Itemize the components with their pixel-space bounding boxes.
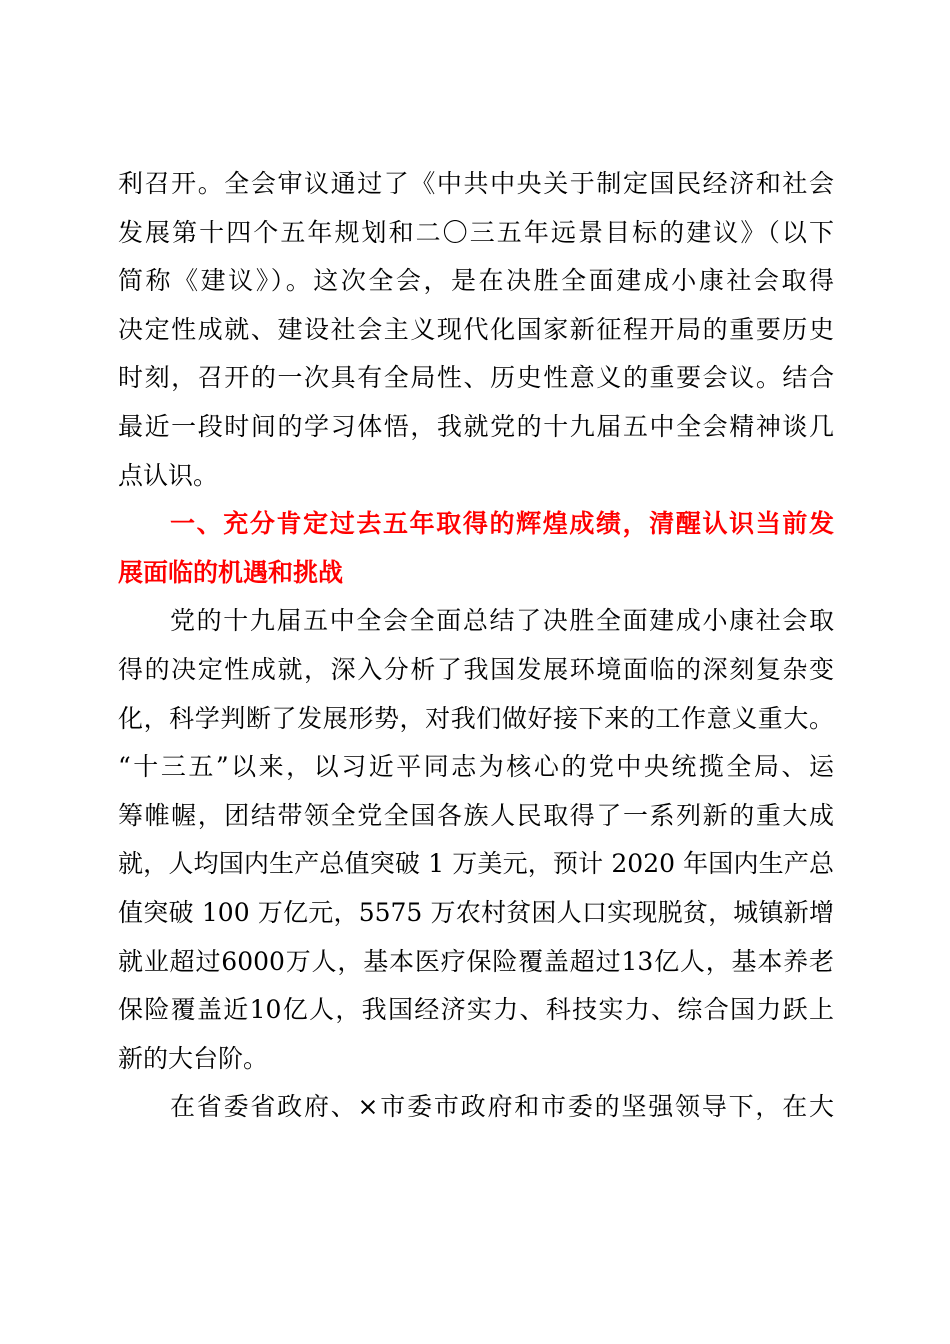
text-line: 利召开。全会审议通过了《中共中央关于制定国民经济和社会: [118, 169, 834, 198]
text-line: 点认识。: [118, 460, 219, 490]
text-line: 新的大台阶。: [118, 1043, 269, 1073]
text-line: 发展第十四个五年规划和二〇三五年远景目标的建议》（以下: [118, 217, 834, 247]
document-body: [118, 160, 834, 1132]
text-line: 党的十九届五中全会全面总结了决胜全面建成小康社会取: [170, 606, 834, 636]
paragraph-intro: [118, 160, 834, 500]
text-line: 决定性成就、建设社会主义现代化国家新征程开局的重要历史: [118, 314, 834, 344]
heading-line: 展面临的机遇和挑战: [118, 557, 344, 587]
heading-line: 一、充分肯定过去五年取得的辉煌成绩，清醒认识当前发: [170, 509, 834, 539]
text-line: 化，科学判断了发展形势，对我们做好接下来的工作意义重大。: [118, 703, 834, 733]
text-line: 保险覆盖近10亿人，我国经济实力、科技实力、综合国力跃上: [118, 995, 834, 1025]
text-line: 得的决定性成就，深入分析了我国发展环境面临的深刻复杂变: [118, 654, 834, 684]
text-line: 时刻，召开的一次具有全局性、历史性意义的重要会议。结合: [118, 363, 834, 393]
text-line: 最近一段时间的学习体悟，我就党的十九届五中全会精神谈几: [118, 411, 834, 441]
text-line: 就，人均国内生产总值突破 1 万美元，预计 2020 年国内生产总: [118, 849, 834, 879]
section-heading: [118, 500, 834, 597]
paragraph-local: [118, 1083, 834, 1132]
text-line: 值突破 100 万亿元，5575 万农村贫困人口实现脱贫，城镇新增: [118, 897, 834, 927]
text-line: 在省委省政府、×市委市政府和市委的坚强领导下，在大: [170, 1092, 834, 1122]
text-line: 简称《建议》）。这次全会，是在决胜全面建成小康社会取得: [118, 266, 834, 296]
text-line: “十三五”以来，以习近平同志为核心的党中央统揽全局、运: [118, 752, 834, 782]
paragraph-achievements: [118, 597, 834, 1083]
text-line: 筹帷幄，团结带领全党全国各族人民取得了一系列新的重大成: [118, 800, 834, 830]
text-line: 就业超过6000万人，基本医疗保险覆盖超过13亿人，基本养老: [118, 946, 834, 976]
